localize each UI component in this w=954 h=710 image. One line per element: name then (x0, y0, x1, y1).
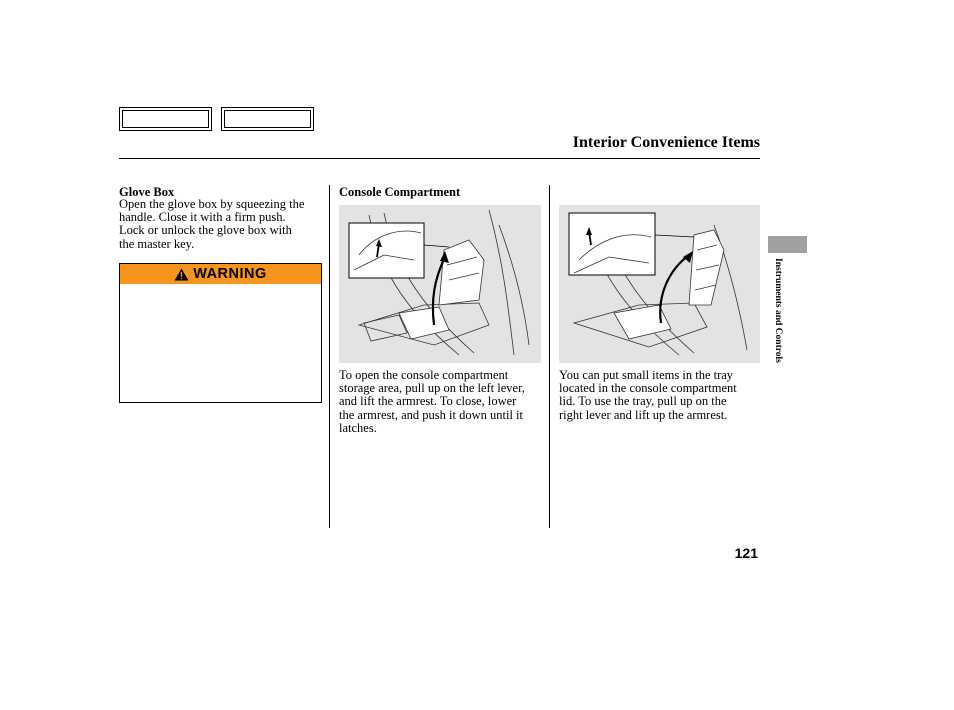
column-divider (549, 185, 550, 528)
text-line: lid. To use the tray, pull up on the (559, 394, 727, 409)
tray-open-drawing (559, 205, 760, 363)
glove-box-text (119, 198, 324, 251)
column-divider (329, 185, 330, 528)
armrest-open-drawing (339, 205, 541, 363)
text-line: right lever and lift up the armrest. (559, 407, 728, 422)
text-line: the master key. (119, 236, 195, 251)
text-line: and lift the armrest. To close, lower (339, 394, 517, 409)
text-line: located in the console compartment (559, 381, 737, 396)
console-lever-illustration (339, 205, 541, 363)
nav-button-left[interactable] (119, 107, 212, 131)
section-title: Interior Convenience Items (572, 134, 760, 151)
header-rule (119, 158, 760, 159)
warning-bar (120, 264, 321, 284)
text-line: handle. Close it with a firm push. (119, 210, 286, 225)
text-line: the armrest, and push it down until it (339, 407, 524, 422)
glove-box-heading: Glove Box (119, 185, 175, 199)
tray-text (559, 369, 764, 422)
warning-label: WARNING (193, 266, 267, 282)
text-line: Open the glove box by squeezing the (119, 197, 305, 211)
text-line: Lock or unlock the glove box with (119, 223, 292, 238)
text-line: To open the console compartment (339, 368, 509, 382)
chapter-label: Instruments and Controls (773, 258, 783, 363)
tray-lever-illustration (559, 205, 760, 363)
text-line: You can put small items in the tray (559, 368, 734, 382)
console-heading: Console Compartment (339, 185, 461, 199)
page-number: 121 (734, 545, 758, 561)
chapter-tab[interactable] (768, 236, 807, 253)
warning-triangle-icon (174, 268, 189, 281)
text-line: latches. (339, 420, 377, 435)
nav-button-right[interactable] (221, 107, 314, 131)
console-text (339, 369, 549, 435)
warning-box (119, 263, 322, 403)
text-line: storage area, pull up on the left lever, (339, 381, 525, 396)
